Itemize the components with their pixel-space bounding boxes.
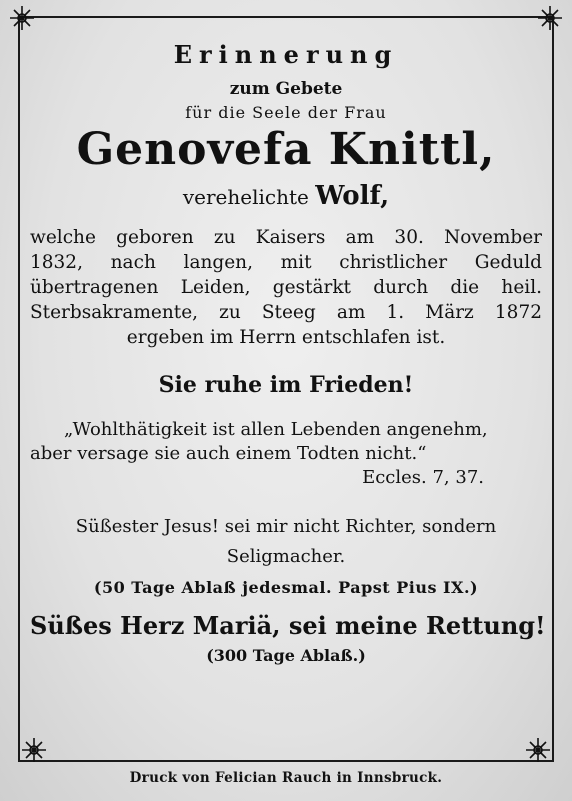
quote-source: Eccles. 7, 37. [362,467,484,488]
sacred-heart-prayer: Süßes Herz Mariä, sei meine Rettung! [30,611,546,640]
jesus-prayer [30,512,542,572]
prayer-line: Seligmacher. [226,546,346,567]
prayer-line: Süßester Jesus! sei mir nicht Richter, sondern [75,516,497,537]
subheading-prayer: zum Gebete [229,79,343,99]
biography-line: Sterbsakramente, zu Steeg am 1. März 1872 [30,302,542,323]
scripture-quote [30,418,542,490]
biography-line: welche geboren zu Kaisers am 30. November [30,227,542,248]
married-prefix: verehelichte [182,185,309,209]
biography-line: 1832, nach langen, mit christlicher Geduld [30,252,542,273]
indulgence-note: (50 Tage Ablaß jedesmal. Papst Pius IX.) [93,578,479,597]
heading: Erinnerung [173,40,399,69]
married-name-line [30,181,542,211]
deceased-name: Genovefa Knittl, [76,124,496,175]
biography-text [30,225,542,350]
subheading-soul: für die Seele der Frau [185,103,387,122]
ornamental-cross-icon [536,4,564,32]
married-surname: Wolf, [315,181,390,211]
card-content [30,40,546,665]
ornamental-cross-icon [20,736,48,764]
printer-imprint: Druck von Felician Rauch in Innsbruck. [129,770,443,786]
rest-in-peace: Sie ruhe im Frieden! [158,372,414,398]
quote-line: „Wohlthätigkeit ist allen Lebenden angenehm, [64,419,488,440]
ornamental-cross-icon [524,736,552,764]
indulgence-note: (300 Tage Ablaß.) [206,646,366,665]
quote-line: aber versage sie auch einem Todten nicht.“ [30,443,427,464]
biography-line: ergeben im Herrn entschlafen ist. [126,327,446,348]
ornamental-cross-icon [8,4,36,32]
biography-line: übertragenen Leiden, gestärkt durch die heil. [30,277,542,298]
